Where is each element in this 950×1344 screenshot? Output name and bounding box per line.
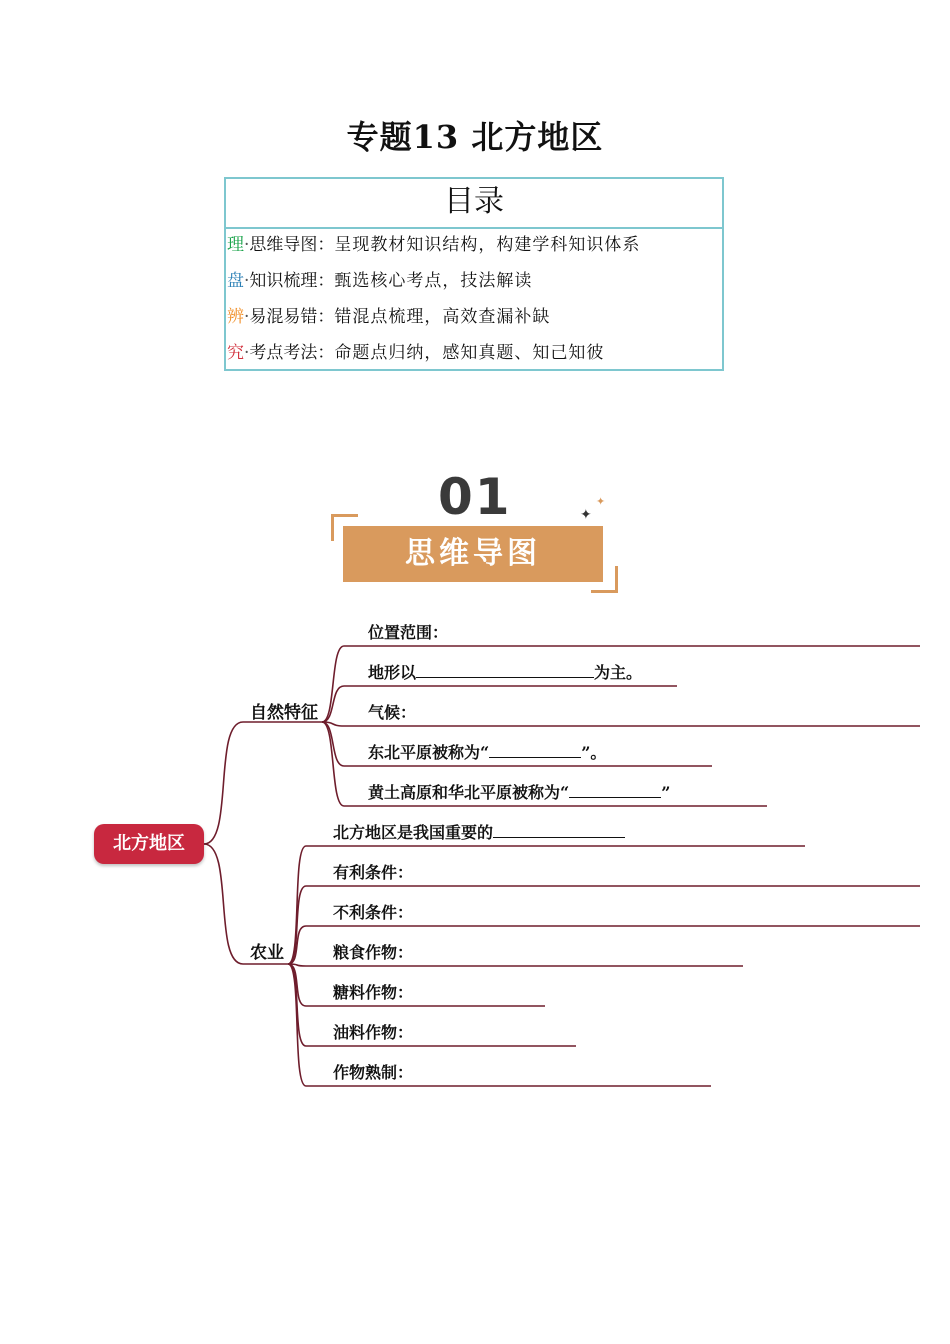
- toc-item-dot: ·: [244, 271, 250, 291]
- section-title: 思维导图: [343, 526, 603, 582]
- page-title: 专题13 北方地区: [346, 118, 604, 156]
- mindmap-item: [368, 620, 448, 643]
- mindmap-item: [333, 900, 413, 923]
- mindmap-item: [333, 1020, 413, 1043]
- mindmap-item: [333, 1060, 413, 1083]
- fill-in-blank[interactable]: [493, 823, 625, 838]
- toc-item-dot: ·: [244, 343, 250, 363]
- root-branch-connector: [204, 844, 243, 964]
- sparkle-icon: ✦: [596, 495, 606, 508]
- mindmap-branch-label: 自然特征: [250, 703, 318, 723]
- fill-in-blank[interactable]: [569, 783, 661, 798]
- mindmap-item: [333, 980, 413, 1003]
- mindmap-item-suffix: 为主。: [594, 663, 643, 682]
- mindmap-item-suffix: ”。: [581, 743, 607, 762]
- toc-item-dot: ·: [244, 307, 250, 327]
- mindmap-item-text: 粮食作物：: [333, 943, 414, 962]
- toc-heading: 目录: [226, 179, 722, 229]
- section-number: 01: [438, 468, 512, 526]
- toc-item-desc: 命题点归纳，感知真题、知己知彼: [334, 343, 605, 363]
- mindmap-item-text: 油料作物：: [333, 1023, 414, 1042]
- toc-item-colon: ：: [317, 343, 335, 363]
- mindmap-branch-label: 农业: [250, 943, 284, 963]
- item-connector: [322, 686, 344, 722]
- mindmap-item-text: 作物熟制：: [333, 1063, 414, 1082]
- mindmap-item: [368, 740, 606, 763]
- item-connector: [322, 646, 344, 722]
- toc-item-desc: 甄选核心考点，技法解读: [334, 271, 533, 291]
- mindmap-item-text: 有利条件：: [333, 863, 414, 882]
- mindmap-root: 北方地区: [94, 824, 204, 864]
- toc-item-label: 知识梳理: [249, 271, 318, 291]
- fill-in-blank[interactable]: [489, 743, 581, 758]
- fill-in-blank[interactable]: [416, 663, 594, 678]
- toc-item-dot: ·: [244, 235, 250, 255]
- toc-item-label: 考点考法: [249, 343, 318, 363]
- toc-item-colon: ：: [317, 235, 335, 255]
- mindmap-item-text: 不利条件：: [333, 903, 414, 922]
- mindmap-item-text: 东北平原被称为“: [368, 743, 490, 762]
- mindmap-item-text: 黄土高原和华北平原被称为“: [368, 783, 570, 802]
- sparkle-icon: ✦: [580, 507, 592, 523]
- toc-item-label: 易混易错: [249, 307, 318, 327]
- toc-item-key: 辨: [227, 307, 244, 327]
- toc-item-label: 思维导图: [249, 235, 318, 255]
- mindmap-item: [333, 820, 625, 843]
- mindmap-item-text: 气候：: [368, 703, 417, 722]
- mindmap-item-suffix: ”: [661, 783, 671, 802]
- mindmap-item-text: 位置范围：: [368, 623, 449, 642]
- toc-item-key: 理: [227, 235, 244, 255]
- mindmap-item-text: 糖料作物：: [333, 983, 414, 1002]
- mindmap-item-text: 地形以: [368, 663, 417, 682]
- toc-item-key: 究: [227, 343, 244, 363]
- mindmap-item: [368, 660, 642, 683]
- mindmap-item: [333, 940, 413, 963]
- mindmap-item: [368, 780, 670, 803]
- toc-item-colon: ：: [317, 271, 335, 291]
- toc-item-desc: 呈现教材知识结构，构建学科知识体系: [334, 235, 641, 255]
- mindmap-item-text: 北方地区是我国重要的: [333, 823, 494, 842]
- toc-item-desc: 错混点梳理，高效查漏补缺: [334, 307, 551, 327]
- mindmap-item: [333, 860, 413, 883]
- toc-item-key: 盘: [227, 271, 244, 291]
- root-branch-connector: [204, 722, 243, 844]
- toc-item-colon: ：: [317, 307, 335, 327]
- mindmap-item: [368, 700, 416, 723]
